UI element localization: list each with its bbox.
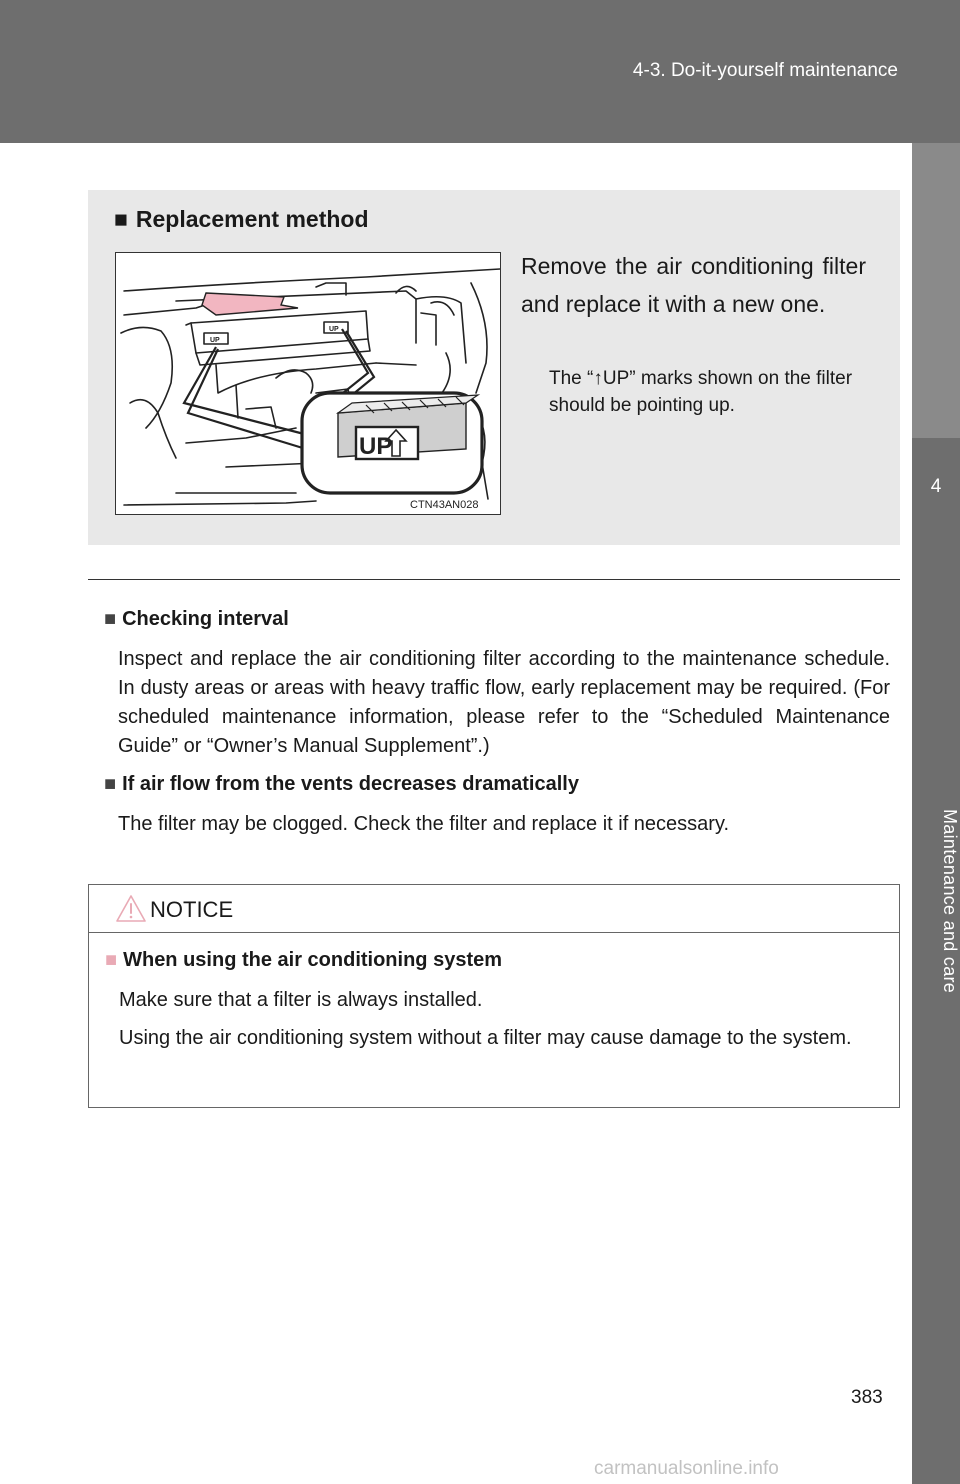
checking-interval-heading-text: Checking interval	[122, 608, 289, 630]
replacement-method-panel	[88, 190, 900, 545]
replacement-note: The “↑UP” marks shown on the filter should be pointing up.	[549, 368, 853, 416]
side-tab-upper	[912, 143, 960, 438]
chapter-label: Maintenance and care	[940, 808, 960, 994]
air-flow-heading-text: If air flow from the vents decreases dramatically	[122, 773, 579, 795]
warning-triangle-icon	[115, 894, 147, 923]
section-title: 4-3. Do-it-yourself maintenance	[632, 60, 898, 81]
large-up-label: UP	[359, 433, 393, 460]
notice-subheading	[105, 949, 502, 972]
notice-title: NOTICE	[150, 897, 234, 922]
small-up-label-right: UP	[329, 326, 339, 333]
heading-marker: ■	[114, 206, 128, 232]
filter-illustration-svg	[116, 253, 500, 514]
air-flow-section	[104, 773, 890, 839]
notice-marker: ■	[105, 949, 118, 971]
chapter-number: 4	[930, 476, 942, 497]
section-marker: ■	[104, 773, 117, 795]
notice-subheading-text: When using the air conditioning system	[123, 949, 503, 971]
small-up-label-left: UP	[210, 337, 220, 344]
notice-header	[89, 885, 899, 933]
checking-interval-body: Inspect and replace the air conditioning filter according to the maintenance schedule. In dusty areas or areas with heavy traffic flow, early replacement may be required. (For scheduled maintenance information, please refer to the “Scheduled Maintenance Guide” or “Owner’s Manual Supplement”.)	[118, 648, 890, 757]
notice-box	[88, 884, 900, 1108]
checking-interval-section	[104, 608, 890, 761]
replacement-heading-text: Replacement method	[135, 206, 369, 232]
page-number: 383	[851, 1387, 883, 1408]
checking-interval-heading	[104, 608, 890, 631]
watermark: carmanualsonline.info	[594, 1458, 779, 1479]
air-flow-body: The filter may be clogged. Check the filter and replace it if necessary.	[118, 813, 730, 835]
air-flow-heading	[104, 773, 890, 796]
section-divider	[88, 579, 900, 580]
illustration-code: CTN43AN028	[410, 499, 479, 511]
section-marker: ■	[104, 608, 117, 630]
notice-line-filter-installed: Make sure that a filter is always installed.	[119, 989, 483, 1011]
notice-line-damage-warning: Using the air conditioning system without a filter may cause damage to the system.	[119, 1027, 852, 1049]
header-band	[0, 0, 960, 143]
replacement-instruction: Remove the air conditioning filter and replace it with a new one.	[521, 253, 866, 317]
replacement-heading	[114, 206, 369, 233]
filter-illustration	[115, 252, 501, 515]
